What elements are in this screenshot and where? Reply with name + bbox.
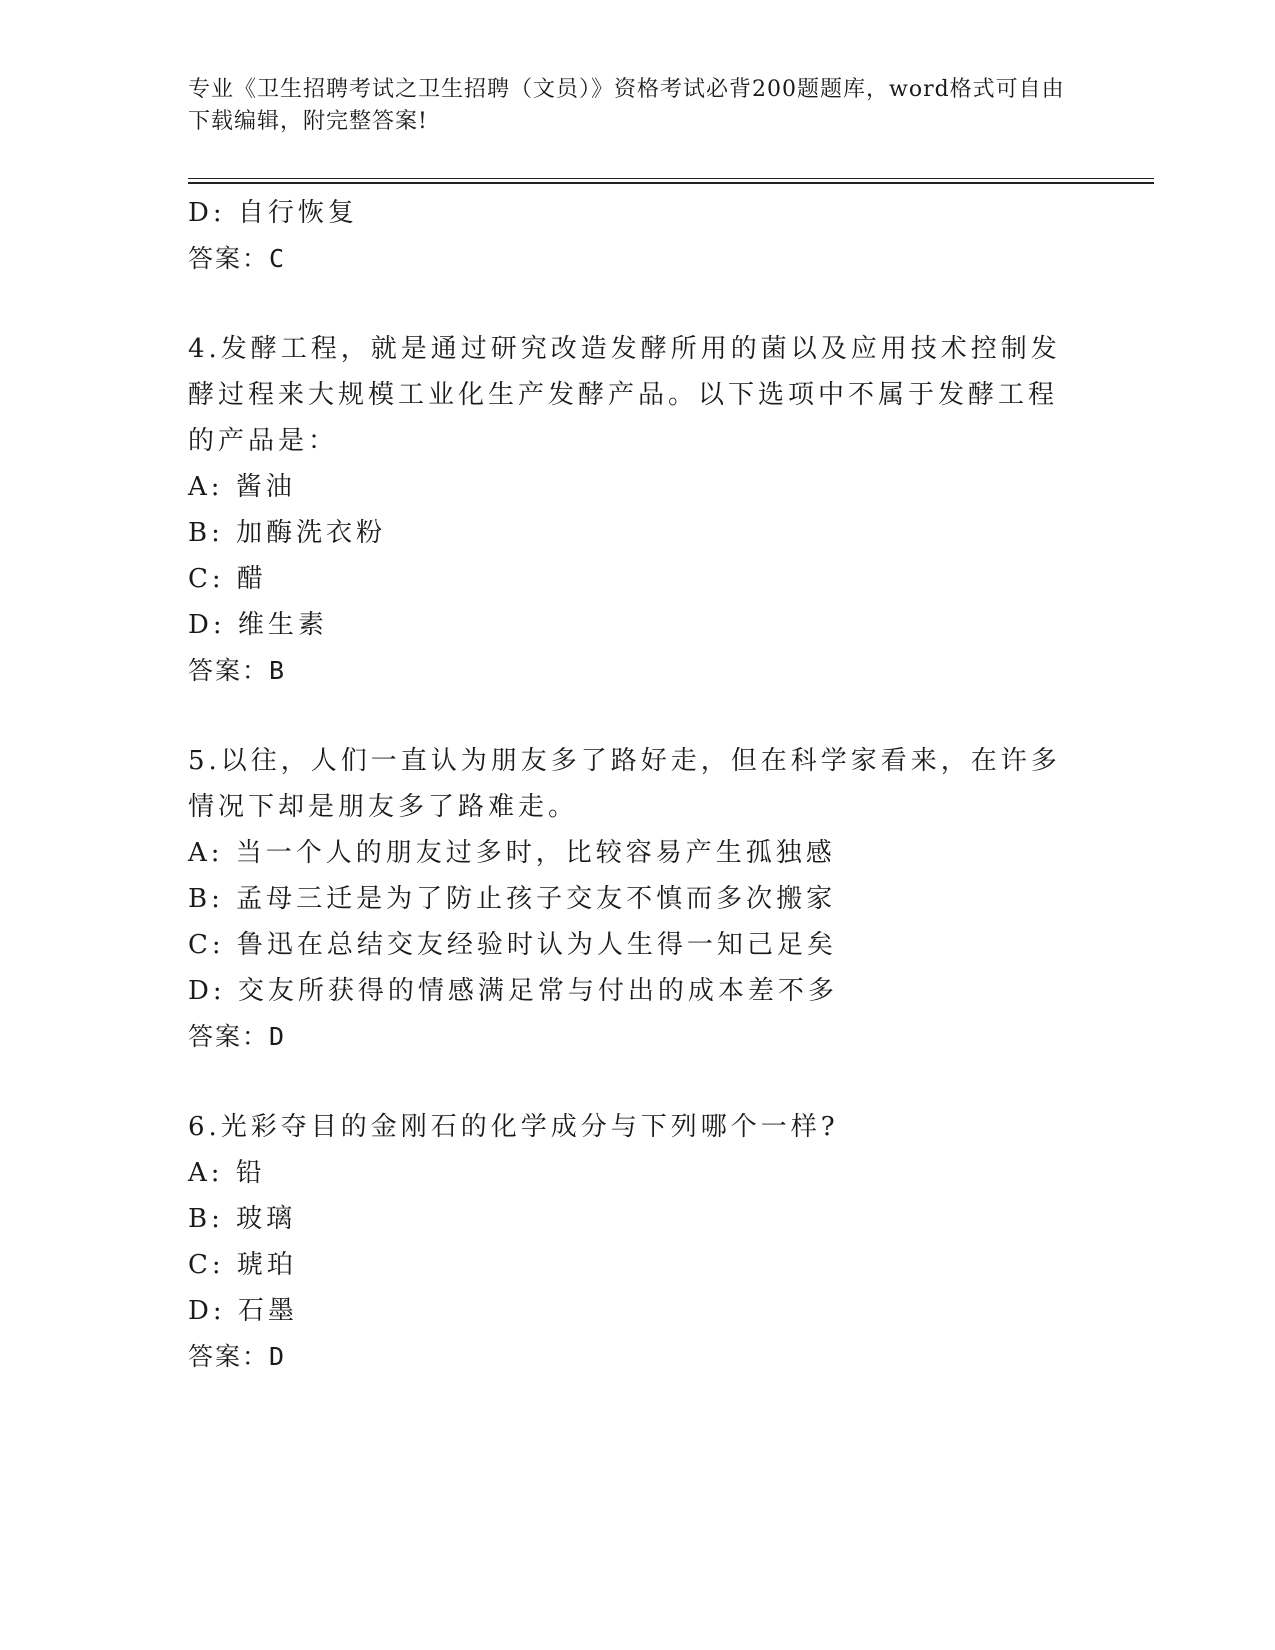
- header-title: 专业《卫生招聘考试之卫生招聘（文员）》资格考试必背200题题库，word格式可自由下载编辑，附完整答案!: [188, 77, 1065, 134]
- option-d: D: 维生素: [188, 610, 328, 640]
- header-rule-thick: [188, 182, 1154, 184]
- answer-label: 答案：: [188, 1022, 270, 1051]
- option-a: A: 当一个人的朋友过多时，比较容易产生孤独感: [188, 838, 836, 868]
- answer-line: [188, 648, 1068, 694]
- answer-line: [188, 1334, 1068, 1380]
- option-d: D: 交友所获得的情感满足常与付出的成本差不多: [188, 976, 838, 1006]
- option-d: D: 自行恢复: [188, 198, 358, 228]
- answer-value: D: [269, 1022, 287, 1051]
- answer-line: [188, 236, 1068, 282]
- option-b: B: 玻璃: [188, 1204, 297, 1234]
- header-rule-thin: [188, 178, 1154, 179]
- document-header: [188, 74, 1068, 138]
- answer-label: 答案：: [188, 656, 270, 685]
- answer-value: D: [269, 1342, 287, 1371]
- option-a: A: 铅: [188, 1158, 266, 1188]
- option-a: A: 酱油: [188, 472, 296, 502]
- spacer: [188, 694, 1068, 738]
- question-stem: 5.以往，人们一直认为朋友多了路好走，但在科学家看来，在许多情况下却是朋友多了路难走。: [188, 746, 1061, 822]
- question-stem: 4.发酵工程，就是通过研究改造发酵所用的菌以及应用技术控制发酵过程来大规模工业化生产发酵产品。以下选项中不属于发酵工程的产品是：: [188, 334, 1061, 456]
- option-b: B: 孟母三迁是为了防止孩子交友不慎而多次搬家: [188, 884, 837, 914]
- spacer: [188, 282, 1068, 326]
- answer-value: C: [269, 244, 287, 273]
- question-4: [188, 326, 1068, 694]
- option-c: C: 鲁迅在总结交友经验时认为人生得一知己足矣: [188, 930, 837, 960]
- document-body: [188, 190, 1068, 1380]
- option-c: C: 琥珀: [188, 1250, 297, 1280]
- option-c: C: 醋: [188, 564, 267, 594]
- spacer: [188, 1060, 1068, 1104]
- answer-line: [188, 1014, 1068, 1060]
- question-5: [188, 738, 1068, 1060]
- question-6: [188, 1104, 1068, 1380]
- partial-question: [188, 190, 1068, 282]
- option-d: D: 石墨: [188, 1296, 298, 1326]
- answer-value: B: [269, 656, 287, 685]
- option-b: B: 加酶洗衣粉: [188, 518, 387, 548]
- answer-label: 答案：: [188, 244, 270, 273]
- question-stem: 6.光彩夺目的金刚石的化学成分与下列哪个一样?: [188, 1112, 839, 1142]
- answer-label: 答案：: [188, 1342, 270, 1371]
